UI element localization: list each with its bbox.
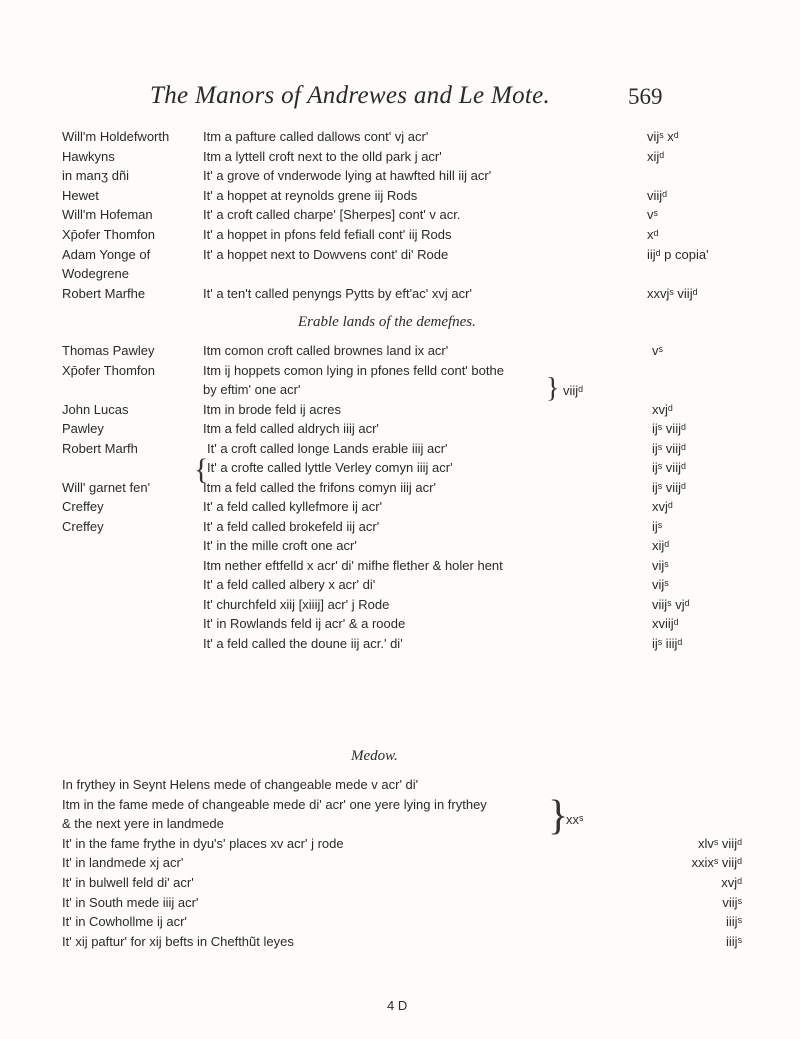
holding-description: It' a feld called kyllefmore ij acr' (203, 499, 383, 514)
holding-description: It' a croft called longe Lands erable iiij acr' (207, 440, 448, 456)
holding-description: It' a feld called albery x acr' di' (203, 577, 376, 592)
holding-description: In frythey in Seynt Helens mede of changeable mede v acr' di' (62, 777, 419, 792)
medow-row (62, 912, 742, 932)
erable-section-title: Erable lands of the demefnes. (298, 314, 476, 330)
medow-row (62, 932, 742, 952)
holding-description: It' a croft called charpe' [Sherpes] cont' v acr. (203, 207, 461, 223)
tenant-name: Thomas Pawley (62, 343, 155, 358)
tenant-name: in manʒ dñi (62, 168, 130, 184)
ledger-row (62, 361, 742, 381)
holding-description: It' in South mede iiij acr' (62, 894, 199, 910)
medow-brace: } (548, 793, 569, 839)
rent-value: xxvjˢ viijᵈ (647, 285, 698, 301)
holding-description: Itm nether eftfelld x acr' di' mifhe flether & holer hent (203, 557, 503, 573)
ledger-row (62, 245, 742, 265)
tenant-name: Will'm Hofeman (62, 207, 153, 223)
rent-value: viijˢ vjᵈ (652, 596, 690, 612)
holding-description: Itm in the fame mede of changeable mede di' acr' one yere lying in frythey (62, 796, 487, 812)
holding-description: It' a hoppet at reynolds grene iij Rods (203, 187, 418, 203)
rent-value: xᵈ (647, 227, 659, 242)
rent-value: iijᵈ p copia' (647, 246, 709, 262)
tenant-name: Robert Marfh (62, 440, 138, 456)
erable-brace-value: viijᵈ (563, 383, 584, 398)
holding-description: It' a ten't called penyngs Pytts by eft'ac' xvj acr' (203, 285, 472, 301)
holding-description: It' in the mille croft one acr' (203, 538, 357, 553)
ledger-row (62, 614, 742, 634)
rent-value: xijᵈ (652, 538, 670, 553)
ledger-row (62, 127, 742, 147)
holding-description: Itm comon croft called brownes land ix acr' (203, 343, 449, 358)
ledger-row (62, 186, 742, 206)
holding-description: It' a feld called the doune iij acr.' di' (203, 635, 403, 651)
ledger-row (62, 556, 742, 576)
rent-value: vijˢ (652, 557, 669, 573)
holding-description: It' in bulwell feld di' acr' (62, 875, 194, 890)
tenant-name: Hewet (62, 187, 99, 203)
erable-brace-right: } (546, 373, 560, 404)
rent-value: ijˢ viijᵈ (652, 421, 686, 436)
holding-description: It' a hoppet in pfons feld fefiall cont' iij Rods (203, 227, 452, 242)
ledger-row (62, 166, 742, 186)
rent-value: ijˢ viijᵈ (652, 440, 686, 456)
ledger-row (62, 205, 742, 225)
rent-value: xlvˢ viijᵈ (698, 835, 742, 851)
page-number: 569 (628, 84, 663, 109)
holding-description: & the next yere in landmede (62, 816, 224, 832)
rent-value: viijˢ (722, 894, 742, 910)
running-title: The Manors of Andrewes and Le Mote. (150, 82, 551, 109)
holding-description: It' a crofte called lyttle Verley comyn iiij acr' (207, 460, 453, 475)
holding-description: It' churchfeld xiij [xiiij] acr' j Rode (203, 596, 390, 612)
holding-description: Itm a feld called aldrych iiij acr' (203, 421, 379, 436)
rent-value: iiijˢ (726, 914, 742, 930)
ledger-row (62, 225, 742, 245)
holding-description: It' in Cowhollme ij acr' (62, 914, 187, 930)
ledger-row (62, 634, 742, 654)
tenant-name: Adam Yonge of (62, 246, 151, 262)
holding-description: Itm a pafture called dallows cont' vj acr' (203, 129, 429, 144)
medow-row (62, 814, 742, 834)
rent-value: xijᵈ (647, 148, 665, 164)
holding-description: Itm ij hoppets comon lying in pfones felld cont' bothe (203, 362, 504, 378)
ledger-row (62, 439, 742, 459)
holding-description: It' a feld called brokefeld iij acr' (203, 518, 380, 534)
rent-value: vijˢ (652, 577, 669, 592)
ledger-row (62, 497, 742, 517)
medow-row (62, 834, 742, 854)
ledger-row (62, 536, 742, 556)
rent-value: ijˢ viijᵈ (652, 479, 686, 495)
tenant-name: Will' garnet fen' (62, 479, 151, 495)
ledger-row (62, 380, 742, 400)
holding-description: Itm in brode feld ij acres (203, 401, 342, 417)
rent-value: ijˢ (652, 518, 663, 534)
rent-value: vijˢ xᵈ (647, 129, 679, 144)
tenant-name: Robert Marfhe (62, 285, 146, 301)
rent-value: xvjᵈ (721, 875, 742, 890)
rent-value: viijᵈ (647, 187, 668, 203)
ledger-row (62, 595, 742, 615)
signature-mark: 4 D (387, 998, 408, 1013)
rent-value: xviijᵈ (652, 616, 679, 631)
holding-description: It' in landmede xj acr' (62, 855, 184, 871)
tenant-name: Wodegrene (62, 266, 129, 282)
holding-description: It' xij paftur' for xij befts in Chefthũt leyes (62, 933, 294, 949)
ledger-row (62, 341, 742, 361)
medow-row (62, 853, 742, 873)
rent-value: vˢ (652, 343, 663, 358)
holding-description: Itm a feld called the frifons comyn iiij acr' (203, 479, 436, 495)
tenant-name: Xp̄ofer Thomfon (62, 227, 155, 242)
holding-description: It' in Rowlands feld ij acr' & a roode (203, 616, 406, 631)
rent-value: xvjᵈ (652, 401, 673, 417)
rent-value: ijˢ viijᵈ (652, 460, 686, 475)
tenant-name: Will'm Holdefworth (62, 129, 170, 144)
ledger-row (62, 517, 742, 537)
medow-row (62, 775, 742, 795)
ledger-row (62, 458, 742, 478)
holding-description: It' a hoppet next to Dowvens cont' di' Rode (203, 246, 449, 262)
tenant-name: Creffey (62, 518, 104, 534)
ledger-row (62, 419, 742, 439)
rent-value: iiijˢ (726, 933, 742, 949)
rent-value: xvjᵈ (652, 499, 673, 514)
holding-description: It' in the fame frythe in dyu's' places xv acr' j rode (62, 835, 344, 851)
tenant-name: Xp̄ofer Thomfon (62, 362, 155, 378)
medow-row (62, 893, 742, 913)
medow-row (62, 873, 742, 893)
rent-value: ijˢ iiijᵈ (652, 635, 683, 651)
tenant-name: Hawkyns (62, 148, 115, 164)
holding-description: by eftim' one acr' (203, 382, 301, 397)
medow-row (62, 795, 742, 815)
tenant-name: John Lucas (62, 401, 129, 417)
rent-value: xxixˢ viijᵈ (691, 855, 742, 871)
holding-description: Itm a lyttell croft next to the olld park j acr' (203, 148, 442, 164)
tenant-name: Creffey (62, 499, 104, 514)
rent-value: vˢ (647, 207, 658, 223)
medow-brace-value: xxˢ (566, 812, 584, 827)
erable-brace-left: { (194, 453, 209, 486)
ledger-row (62, 147, 742, 167)
ledger-row (62, 284, 742, 304)
ledger-row (62, 264, 742, 284)
ledger-row (62, 575, 742, 595)
holding-description: It' a grove of vnderwode lying at hawfted hill iij acr' (203, 168, 492, 184)
medow-section-title: Medow. (351, 748, 398, 764)
ledger-row (62, 400, 742, 420)
ledger-row (62, 478, 742, 498)
tenant-name: Pawley (62, 421, 104, 436)
